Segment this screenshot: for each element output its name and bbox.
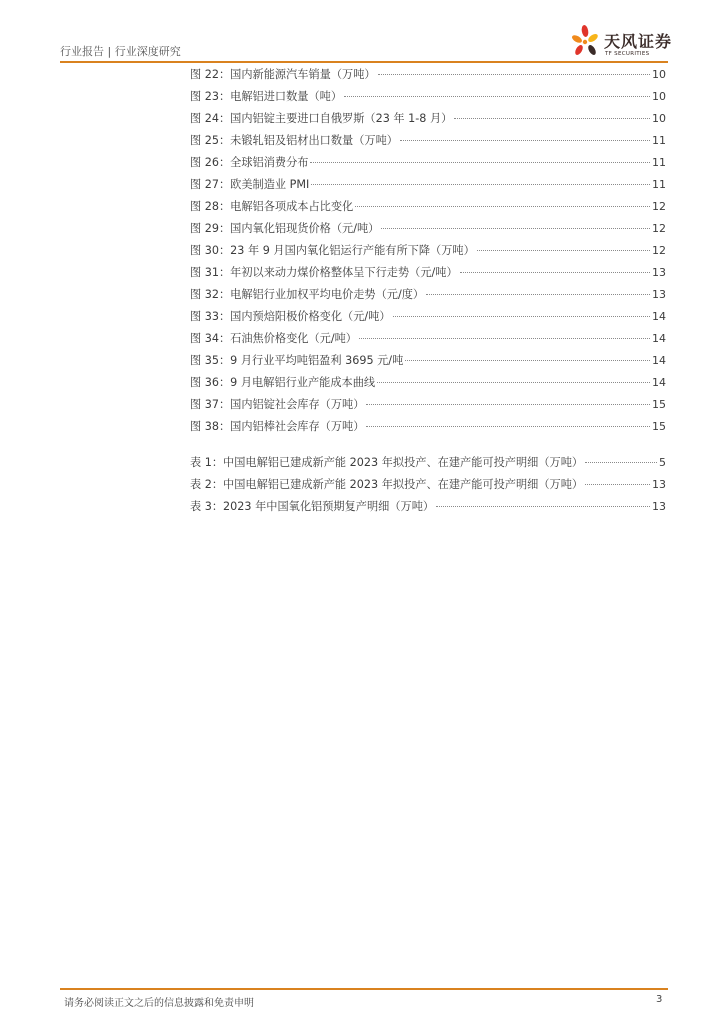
- toc-figure-entry[interactable]: [190, 262, 666, 284]
- toc-figure-entry-page: 11: [652, 134, 666, 147]
- flower-logo-icon: [568, 23, 604, 61]
- dot-leader: [381, 228, 650, 229]
- toc-figure-entry-label: 图 32：电解铝行业加权平均电价走势（元/度）: [190, 288, 425, 301]
- toc-figure-entry-label: 图 33：国内预焙阳极价格变化（元/吨）: [190, 310, 391, 323]
- toc-table-entry-label: 表 3：2023 年中国氧化铝预期复产明细（万吨）: [190, 500, 435, 513]
- dot-leader: [344, 96, 650, 97]
- report-category: 行业报告: [60, 45, 104, 58]
- toc-table-entry[interactable]: [190, 474, 666, 496]
- page-number: 3: [656, 994, 663, 1005]
- toc-figure-entry-label: 图 26：全球铝消费分布: [190, 156, 309, 169]
- toc-figure-entry-label: 图 34：石油焦价格变化（元/吨）: [190, 332, 357, 345]
- toc-table-entry[interactable]: [190, 452, 666, 474]
- dot-leader: [366, 404, 650, 405]
- tf-securities-logo: [568, 23, 673, 61]
- toc-figure-entry[interactable]: [190, 284, 666, 306]
- toc-figure-entry-label: 图 36：9 月电解铝行业产能成本曲线: [190, 376, 376, 389]
- logo-name-en: TF SECURITIES: [605, 51, 650, 57]
- table-list: [190, 452, 666, 518]
- toc-figure-entry[interactable]: [190, 86, 666, 108]
- toc-figure-entry[interactable]: [190, 108, 666, 130]
- dot-leader: [393, 316, 650, 317]
- toc-figure-entry-page: 10: [652, 68, 666, 81]
- toc-figure-entry-page: 15: [652, 420, 666, 433]
- toc-figure-entry-label: 图 30：23 年 9 月国内氧化铝运行产能有所下降（万吨）: [190, 244, 475, 257]
- header-separator: |: [107, 45, 112, 58]
- dot-leader: [585, 462, 657, 463]
- header-divider: [60, 61, 668, 63]
- dot-leader: [454, 118, 650, 119]
- toc-table-entry-label: 表 2：中国电解铝已建成新产能 2023 年拟投产、在建产能可投产明细（万吨）: [190, 478, 584, 491]
- toc-table-entry-page: 5: [659, 456, 666, 469]
- toc-figure-entry-page: 12: [652, 200, 666, 213]
- toc-figure-entry[interactable]: [190, 350, 666, 372]
- dot-leader: [310, 162, 650, 163]
- toc-figure-entry[interactable]: [190, 152, 666, 174]
- toc-figure-entry-label: 图 37：国内铝锭社会库存（万吨）: [190, 398, 365, 411]
- dot-leader: [436, 506, 650, 507]
- toc-table-entry[interactable]: [190, 496, 666, 518]
- dot-leader: [355, 206, 650, 207]
- toc-figure-entry[interactable]: [190, 174, 666, 196]
- toc-figure-entry[interactable]: [190, 416, 666, 438]
- toc-figure-entry-label: 图 29：国内氧化铝现货价格（元/吨）: [190, 222, 380, 235]
- toc-figure-entry-page: 14: [652, 310, 666, 323]
- toc-table-entry-label: 表 1：中国电解铝已建成新产能 2023 年拟投产、在建产能可投产明细（万吨）: [190, 456, 584, 469]
- toc-figure-entry[interactable]: [190, 64, 666, 86]
- toc-figure-entry-label: 图 25：未锻轧铝及铝材出口数量（万吨）: [190, 134, 398, 147]
- toc-figure-entry-label: 图 35：9 月行业平均吨铝盈利 3695 元/吨: [190, 354, 404, 367]
- toc-figure-entry[interactable]: [190, 196, 666, 218]
- dot-leader: [460, 272, 650, 273]
- toc-figure-entry-page: 10: [652, 90, 666, 103]
- toc-figure-entry[interactable]: [190, 372, 666, 394]
- logo-name-cn: 天风证券: [604, 32, 673, 51]
- dot-leader: [359, 338, 650, 339]
- toc-figure-entry-label: 图 38：国内铝棒社会库存（万吨）: [190, 420, 365, 433]
- toc-figure-entry[interactable]: [190, 240, 666, 262]
- toc-figure-entry-page: 12: [652, 244, 666, 257]
- report-header: [60, 43, 181, 59]
- dot-leader: [378, 74, 650, 75]
- report-subcategory: 行业深度研究: [114, 45, 181, 58]
- toc-figure-entry-label: 图 28：电解铝各项成本占比变化: [190, 200, 354, 213]
- toc-figure-entry-page: 13: [652, 266, 666, 279]
- toc-figure-entry-label: 图 22：国内新能源汽车销量（万吨）: [190, 68, 376, 81]
- figure-list: [190, 64, 666, 438]
- toc-figure-entry[interactable]: [190, 394, 666, 416]
- dot-leader: [377, 382, 650, 383]
- toc-figure-entry-label: 图 27：欧美制造业 PMI: [190, 178, 310, 191]
- toc-figure-entry-page: 14: [652, 354, 666, 367]
- toc-figure-entry[interactable]: [190, 218, 666, 240]
- toc-figure-entry-page: 15: [652, 398, 666, 411]
- toc-figure-entry[interactable]: [190, 328, 666, 350]
- toc-figure-entry[interactable]: [190, 306, 666, 328]
- footer-divider: [60, 988, 668, 990]
- toc-figure-entry-page: 11: [652, 178, 666, 191]
- toc-figure-entry-page: 11: [652, 156, 666, 169]
- dot-leader: [426, 294, 650, 295]
- toc-table-entry-page: 13: [652, 500, 666, 513]
- dot-leader: [477, 250, 650, 251]
- toc-figure-entry-page: 12: [652, 222, 666, 235]
- dot-leader: [311, 184, 650, 185]
- toc-figure-entry-label: 图 23：电解铝进口数量（吨）: [190, 90, 343, 103]
- dot-leader: [585, 484, 650, 485]
- toc-table-entry-page: 13: [652, 478, 666, 491]
- toc-figure-entry-page: 14: [652, 332, 666, 345]
- toc-figure-entry-page: 13: [652, 288, 666, 301]
- toc-figure-entry-page: 10: [652, 112, 666, 125]
- toc-figure-entry-label: 图 31：年初以来动力煤价格整体呈下行走势（元/吨）: [190, 266, 458, 279]
- toc-figure-entry[interactable]: [190, 130, 666, 152]
- footer-disclaimer: 请务必阅读正文之后的信息披露和免责申明: [64, 998, 254, 1009]
- toc-figure-entry-label: 图 24：国内铝锭主要进口自俄罗斯（23 年 1-8 月）: [190, 112, 453, 125]
- dot-leader: [405, 360, 650, 361]
- dot-leader: [366, 426, 650, 427]
- toc-figure-entry-page: 14: [652, 376, 666, 389]
- dot-leader: [400, 140, 650, 141]
